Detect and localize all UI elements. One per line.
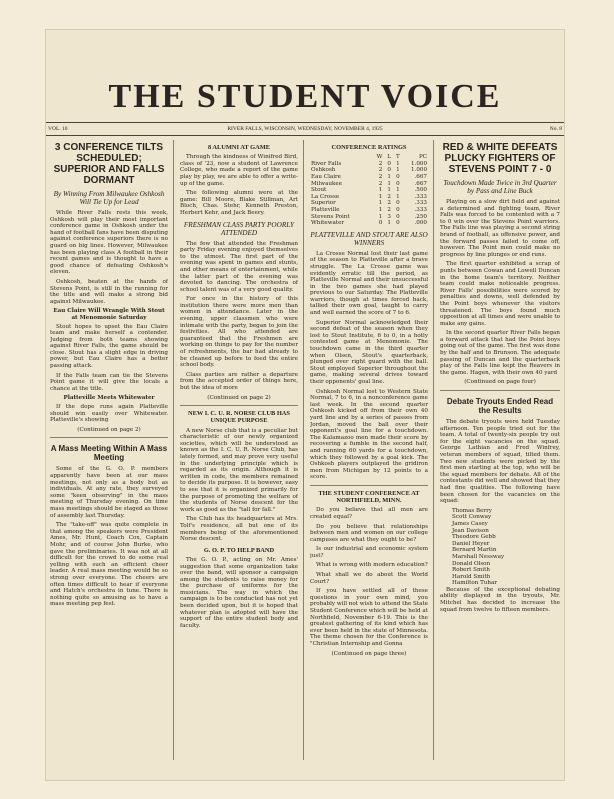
headline-freshman-party: FRESHMAN CLASS PARTY POORLY ATTENDED [183, 220, 295, 237]
stat-cell: 1.000 [410, 167, 427, 174]
headline-debate: Debate Tryouts Ended Read the Results [446, 397, 554, 416]
article-paragraph: For once in the history of this institution there were more men than women in attendance. Later in the evening, upper classmen who were intimate with the party, began to join the festivities. All who attended are guaranteed that the Freshmen are working on things to pay for the number of refreshments, the bar had already to be cleaned up before to feed the entire school body. [180, 296, 298, 369]
divider [180, 405, 298, 406]
column-1 [50, 140, 168, 770]
stat-cell: 2 [387, 206, 391, 213]
stat-cell: 1 [378, 200, 383, 207]
table-row [310, 220, 428, 227]
continued-note: (Continued on page three) [331, 650, 407, 657]
article-paragraph: Class parties are rather a departure from the accepted order of things here, but the idea of more [180, 371, 298, 392]
table-row [310, 161, 428, 168]
list-item: Jean Davison [452, 527, 489, 534]
stat-cell: 1 [387, 180, 391, 187]
list-item: Scott Conway [452, 514, 492, 521]
headline-red-white: RED & WHITE DEFEATS PLUCKY FIGHTERS OF STEVENS POINT 7 - 0 [442, 142, 558, 175]
stat-cell: 2 [387, 200, 391, 207]
column-rule [173, 140, 174, 760]
volume-label: VOL. 10 [48, 126, 68, 132]
table-row [310, 194, 428, 201]
article-paragraph: The "take-off" was quite complete in that among the speakers were President Ames, Mr. Hunt, Coach Cox, Captain Mohr, and of course John Burke, who gave the preliminaries. It was not at all difficult for the crowd to do some real yelling with such an efficient cheer leader. A real mass meeting would be so strong over everyone. The cheers are often times difficult to hear if everyone and Hatch's orchestra in tune. There is nothing quite so amusing as to have a mass meeting pep fest. [50, 522, 168, 608]
list-item: Donald Olson [452, 560, 491, 567]
dateline [46, 122, 564, 136]
article-paragraph: Some of the G. O. P. members apparently have been at our mass meetings, not only as a body but as individuals. At any rate, they surveyed some "keen observing" in the mass meeting of Thursday evening. On time mass meetings should be staged as those of assembly last Thursday. [50, 466, 168, 519]
stat-cell: 3 [387, 213, 391, 220]
team-cell: Whitewater [311, 220, 345, 227]
place-date: RIVER FALLS, WISCONSIN, WEDNESDAY, NOVEMBER 4, 1925 [227, 126, 383, 132]
stat-cell: 2 [387, 193, 391, 200]
headline-alumni: 8 ALUMNI AT GAME [207, 144, 271, 151]
article-paragraph: While River Falls rests this week, Oshkosh will play their most important conference game in Oshkosh under the hand of football fans have been disputing against conference superiors there is no guard on big lines. However, Milwaukee has been playing class A football in their recent games and is thought to have a good chance of defeating Oshkosh's eleven. [50, 210, 168, 276]
subhead-milwaukee: By Winning From Milwaukee Oshkosh Will Tie Up for Lead [53, 190, 165, 206]
stat-cell: 1 [387, 187, 391, 194]
headline-norse-club: NEW I. C. U. R. NORSE CLUB HAS UNIQUE PURPOSE [188, 410, 290, 425]
column-4 [440, 140, 560, 770]
list-item: Daniel Heyer [452, 540, 490, 547]
table-row [310, 167, 428, 174]
article-paragraph: La Crosse Normal lost their last game of the season to Platteville after a brave struggle. The La Crosse game was evidently erratic till the period, as Platteville Normal and their unsuccessful in the two games she had played previous to our Saturday. The Platteville warriors, though at times forced back, tallied their own goal, taught to carry and well earned the score of 7 to 6. [310, 250, 428, 317]
divider [310, 485, 428, 486]
article-paragraph: In the second quarter River Falls began a forward attack that had the Point boys going out of the game. The first was done by the half and to Brunson. The adequate passing of Duncan and the quarterback play of the Falls line kept the Reavers in the game. Hagen, with their own 40 yard [440, 330, 560, 376]
headline-conference-tilts: 3 CONFERENCE TILTS SCHEDULED; SUPERIOR AND FALLS DORMANT [53, 142, 165, 186]
stat-cell: .250 [414, 213, 427, 220]
headline-mass-meeting: A Mass Meeting Within A Mass Meeting [50, 444, 168, 463]
subhead-eau-claire: Eau Claire Will Wrangle With Stout at Menomonie Saturday [53, 308, 165, 321]
stat-cell: .333 [414, 206, 427, 213]
stat-cell: 0 [396, 200, 400, 207]
stat-cell: 1 [387, 173, 391, 180]
stat-cell: 2 [378, 167, 383, 174]
stat-cell: 1 [378, 206, 383, 213]
headline-gop-band: G. O. P. TO HELP BAND [203, 546, 275, 554]
column-3 [310, 140, 428, 770]
article-paragraph: Oshkosh Normal lost to Western State Normal, 7 to 6, in a nonconference game last week. In the second quarter Oshkosh kicked off from their own 40 yard line and by a series of passes from Jordan, moved the ball over their opponent's goal line for a touchdown. The Kalamazoo men made their score by recovering a fumble in the second half, and running 60 yards for a touchdown, which they followed by a goal kick. The Oshkosh players outplayed the gridiron men from Michigan by 12 points to a score. [310, 388, 428, 481]
name-list [440, 508, 560, 587]
table-row [310, 214, 428, 221]
stat-cell: .000 [414, 220, 427, 227]
stat-cell: 1 [378, 193, 383, 200]
table-row [310, 200, 428, 207]
team-cell: La Crosse [311, 193, 340, 200]
stat-cell: 0 [396, 180, 400, 187]
newspaper-page [46, 30, 564, 780]
article-paragraph: Through the kindness of Winifred Bird, class of '23, now a student of Lawrence College, who made a report of the game play by play, we are able to offer a write-up of the game. [180, 154, 298, 187]
team-cell: Superior [311, 200, 336, 207]
continued-note: (Continued on page 2) [77, 426, 141, 433]
article-paragraph: The G. O. P., acting on Mr. Ames' suggestion that some organization take over the band, will sponsor a campaign among the students to raise money for the purchase of uniforms for the musicians. The way in which the campaign is to be conducted has not yet been decided upon, but it is hoped that whatever plan is adopted will have the support of the entire student body and faculty. [180, 556, 298, 629]
table-row [310, 174, 428, 181]
stat-cell: 1.000 [410, 160, 427, 167]
team-cell: Platteville [311, 206, 340, 213]
continued-note: (Continued on page 2) [207, 394, 271, 401]
stat-cell: 1 [396, 167, 400, 174]
subhead-platteville: Platteville Meets Whitewater [63, 395, 155, 402]
article-paragraph: Do you believe that relationships between men and women on our college campuses are what they ought to be? [310, 523, 428, 543]
header-cell: W [376, 154, 383, 161]
stat-cell: 0 [387, 160, 391, 167]
column-rule [303, 140, 304, 760]
headline-conference-ratings: CONFERENCE RATINGS [331, 144, 407, 151]
standings-table [310, 154, 428, 227]
header-cell: L [387, 154, 391, 161]
article-paragraph: Because of the exceptional debating ability displayed in the tryouts, Mr. Mitchel has decided to increase the squad from twelve to fifteen members. [440, 586, 560, 613]
headline-platteville-stout: PLATTEVILLE AND STOUT ARE ALSO WINNERS [310, 230, 428, 247]
stat-cell: 2 [378, 180, 383, 187]
article-paragraph: A new Norse club that is a peculiar but characteristic of our newly organized societies, which will be understood as known as the I. C. U. R. Norse Club, has lately formed, and may prove very useful in the underlying principle which is regarded as its origin. Although it is written in code, the members remained to decide its purpose. It is however, easy to see that it is organized primarily for the purpose of promoting the welfare of the students of Norse descent for the work as good as the "tall for fall." [180, 427, 298, 513]
article-paragraph: What shall we do about the World Court? [310, 572, 428, 585]
header-cell [310, 154, 372, 161]
article-paragraph: Superior Normal acknowledged their second defeat of the season when they lost to Stout Institute, 6 to 0, in a hotly contested game at Menomonie. The touchdown came in the third quarter when Olsen, Stout's quarterback, plunged over right guard with the ball. Stout employed Superior throughout the game, making several drives toward their opponents' goal line. [310, 319, 428, 386]
stat-cell: 1 [396, 193, 400, 200]
issue-number: No. 8 [549, 126, 562, 132]
stat-cell: 0 [396, 213, 400, 220]
table-row [310, 181, 428, 188]
list-item: Theodore Gebb [452, 534, 496, 541]
stat-cell: 0 [396, 206, 400, 213]
article-paragraph: The debate tryouts were held Tuesday afternoon. Ten people tried out for the team. A total of twenty-six people try out for the eight vacancies on the squad. George Lathian and Fred Winfrey, veteran members of squad, tilted them. Two new students were picked by the first men starting at the top, who will be the squad members for debate. All of the contestants did well and showed that they had fine qualities. The following have been chosen for the vacancies on the squad: [440, 419, 560, 505]
article-paragraph: The Club has its headquarters at Mrs. Tolf's residence, all but one of its members being of the aforementioned Norse descent. [180, 516, 298, 543]
table-row [310, 207, 428, 214]
divider [440, 390, 560, 391]
stat-cell: 2 [378, 160, 383, 167]
article-paragraph: The few that attended the Freshman party Friday evening enjoyed themselves to the utmost. The first part of the evening was spent in games and stunts, and other means of entertainment, while the latter part of the evening was devoted to dancing. The orchestra of school talent was of a very good quality. [180, 240, 298, 293]
team-cell: River Falls [311, 160, 342, 167]
stat-cell: 0 [396, 173, 400, 180]
list-item: Robert Smith [452, 567, 490, 574]
stat-cell: 1 [396, 187, 400, 194]
standings-header-row [310, 154, 428, 161]
stat-cell: 0 [387, 167, 391, 174]
team-cell: Stout [311, 187, 327, 194]
list-item: Thomas Berry [452, 507, 492, 514]
article-paragraph: What is wrong with modern education? [316, 562, 428, 569]
column-2 [180, 140, 298, 770]
list-item: Harold Smith [452, 573, 491, 580]
article-paragraph: Playing on a slow dirt field and against a determined and fighting team, River Falls was forced to be contented with a 7 to 0 win over the Stevens Point warriors. The Falls line was playing a second string brand of football, as offensive power, and the forward passes failed to come off, however. The Point men could make no progress by line plunges or end runs. [440, 199, 560, 258]
masthead-title: THE STUDENT VOICE [108, 78, 502, 115]
list-item: Marshall Nessway [452, 553, 505, 560]
team-cell: Stevens Point [311, 213, 350, 220]
article-paragraph: If the Falls team can tie the Stevens Point game it will give the locals a chance at the title. [50, 372, 168, 392]
divider [50, 437, 168, 438]
stat-cell: 1 [387, 220, 391, 227]
article-paragraph: The following alumni were at the game: Bill Moore, Blake Stillman, Art Bloch, Chas. Stehr, Kenneth Preston, Herbert Kehr, and Jack Beery. [180, 190, 298, 216]
article-paragraph: If you have settled all of these questions in your own mind, you probably will not wish to attend the State Student Conference which will be held at Northfield, November 6-19. This is the greatest gathering of its kind which has ever been held in the state of Minnesota. The theme chosen for the Conference is "Christian Internship and Gonna [310, 588, 428, 648]
stat-cell: 1 [396, 160, 400, 167]
article-paragraph: Stout hopes to upset the Eau Claire team and make herself a contender. Judging from both teams showing against River Falls, the game should be close. Stout has a slight edge in driving power, but Eau Claire has a better passing attack. [50, 323, 168, 370]
stat-cell: 0 [396, 220, 400, 227]
header-cell: PC [418, 154, 427, 161]
stat-cell: .500 [414, 187, 427, 194]
stat-cell: 1 [378, 213, 383, 220]
stat-cell: .333 [414, 200, 427, 207]
stat-cell: .667 [414, 180, 427, 187]
list-item: Hamilton Tuhar [452, 580, 498, 587]
stat-cell: .333 [414, 193, 427, 200]
stat-cell: 1 [378, 187, 383, 194]
article-paragraph: Is our industrial and economic system just? [310, 546, 428, 559]
headline-student-conference: THE STUDENT CONFERENCE AT NORTHFIELD, MINN. [318, 489, 420, 505]
article-paragraph: Oshkosh, beaten at the hands of Stevens Point, is still in the running for the title and will make a strong bid against Milwaukee. [50, 278, 168, 305]
team-cell: Eau Claire [311, 173, 341, 180]
list-item: James Casey [452, 520, 488, 527]
continued-note: (Continued on page four) [464, 379, 536, 386]
stat-cell: .667 [414, 173, 427, 180]
article-paragraph: If the dope runs again Platteville should win easily over Whitewater. Platteville's showing [50, 404, 168, 424]
article-paragraph: Do you believe that all men are created equal? [310, 507, 428, 520]
stat-cell: 0 [378, 220, 383, 227]
column-rule [433, 140, 434, 760]
subhead-touchdown: Touchdown Made Twice in 3rd Quarter by Pass and Line Buck [443, 179, 557, 195]
team-cell: Oshkosh [311, 167, 336, 174]
table-row [310, 187, 428, 194]
team-cell: Milwaukee [311, 180, 343, 187]
header-cell: T [395, 154, 400, 161]
stat-cell: 2 [378, 173, 383, 180]
article-paragraph: The first quarter exhibited a scrap of punts between Cowan and Lowell Duncan in the home team's territory. Neither team could make noticeable progress. River Falls' possibilities were scored by penalties and downs, well defended by the Point boys whenever the visitors threatened. The boys found much opposition at all times and were unable to make any gains. [440, 261, 560, 327]
list-item: Bernard Martin [452, 547, 497, 554]
